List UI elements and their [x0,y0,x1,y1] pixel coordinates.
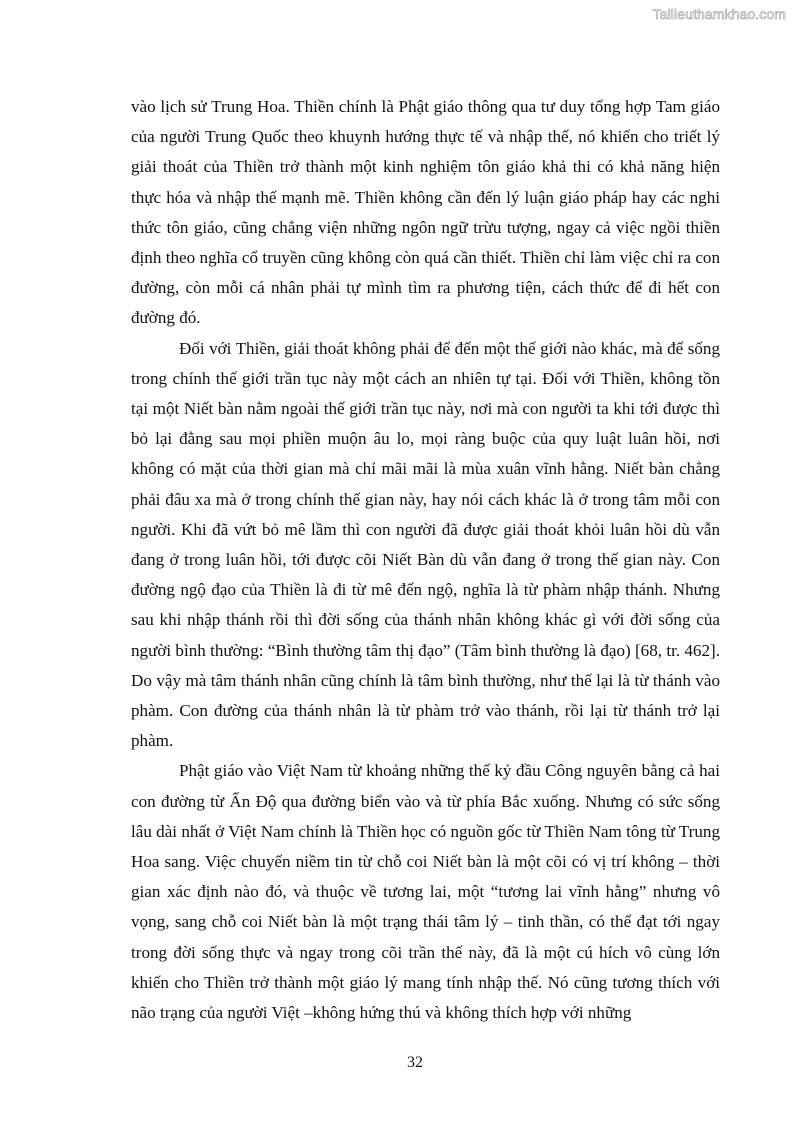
paragraph-3: Phật giáo vào Việt Nam từ khoảng những thế kỷ đầu Công nguyên bằng cả hai con đường từ Ấn Độ qua đường biển vào và từ phía Bắc xuống. Nhưng có sức sống lâu dài nhất ở Việt Nam chính là Thiền học có nguồn gốc từ Thiền Nam tông từ Trung Hoa sang. Việc chuyển niềm tin từ chỗ coi Niết bàn là một cõi có vị trí không – thời gian xác định nào đó, và thuộc về tương lai, một “tương lai vĩnh hằng” nhưng vô vọng, sang chỗ coi Niết bàn là một trạng thái tâm lý – tinh thần, có thể đạt tới ngay trong đời sống thực và ngay trong cõi trần thế này, đã là một cú hích vô cùng lớn khiến cho Thiền trở thành một giáo lý mang tính nhập thế. Nó cũng tương thích với não trạng của người Việt –không hứng thú và không thích hợp với những [131,761,720,1023]
paragraph-1: vào lịch sử Trung Hoa. Thiền chính là Phật giáo thông qua tư duy tổng hợp Tam giáo của người Trung Quốc theo khuynh hướng thực tế và nhập thế, nó khiến cho triết lý giải thoát của Thiền trở thành một kinh nghiệm tôn giáo khả thi có khả năng hiện thực hóa và nhập thế mạnh mẽ. Thiền không cần đến lý luận giáo pháp hay các nghi thức tôn giáo, cũng chẳng viện những ngôn ngữ trừu tượng, ngay cả việc ngồi thiền định theo nghĩa cổ truyền cũng không còn quá cần thiết. Thiền chỉ làm việc chỉ ra con đường, còn mỗi cá nhân phải tự mình tìm ra phương tiện, cách thức để đi hết con đường đó. [131,97,720,328]
page-body [131,92,720,1028]
paragraph-2: Đối với Thiền, giải thoát không phải để đến một thế giới nào khác, mà để sống trong chính thế giới trần tục này một cách an nhiên tự tại. Đối với Thiền, không tồn tại một Niết bàn nằm ngoài thế giới trần tục này, nơi mà con người ta khi tới được thì bỏ lại đằng sau mọi phiền muộn âu lo, mọi ràng buộc của quy luật luân hồi, nơi không có mặt của thời gian mà chỉ mãi mãi là mùa xuân vĩnh hằng. Niết bàn chẳng phải đâu xa mà ở trong chính thế gian này, hay nói cách khác là ở trong tâm mỗi con người. Khi đã vứt bỏ mê lầm thì con người đã được giải thoát khỏi luân hồi dù vẫn đang ở trong luân hồi, tới được cõi Niết Bàn dù vẫn đang ở trong thế gian này. Con đường ngộ đạo của Thiền là đi từ mê đến ngộ, nghĩa là từ phàm nhập thánh. Nhưng sau khi nhập thánh rồi thì đời sống của thánh nhân không khác gì với đời sống của người bình thường: “Bình thường tâm thị đạo” (Tâm bình thường là đạo) [68, tr. 462]. Do vậy mà tâm thánh nhân cũng chính là tâm bình thường, như thế lại là từ thánh vào phàm. Con đường của thánh nhân là từ phàm trở vào thánh, rồi lại từ thánh trở lại phàm. [131,338,720,751]
watermark-text: Tailieuthamkhao.com [652,6,786,22]
page-number: 32 [407,1054,423,1071]
